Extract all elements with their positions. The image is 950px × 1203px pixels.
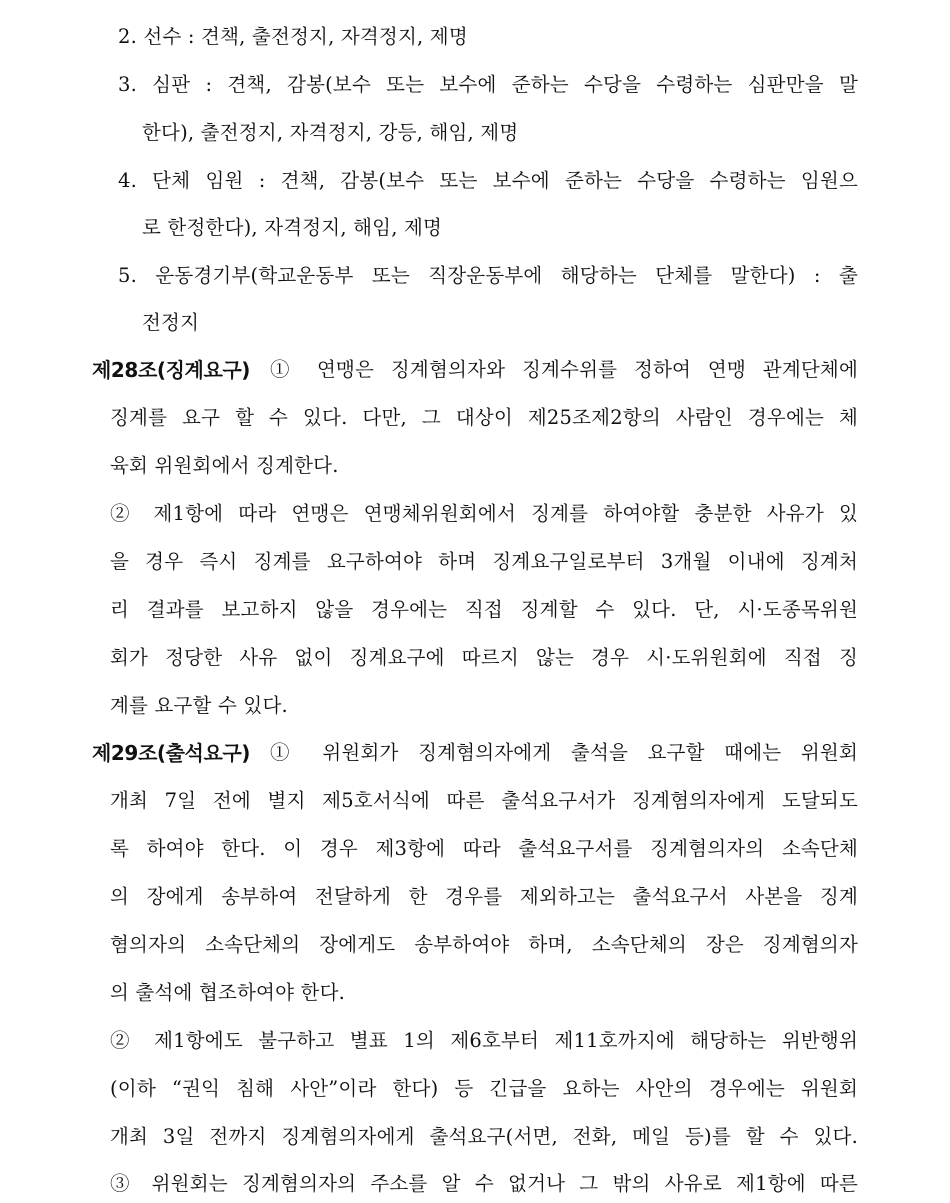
article-29-first-line: ① 위원회가 징계혐의자에게 출석을 요구할 때에는 위원회 (270, 741, 858, 764)
article-29-line: 의 출석에 협조하여야 한다. (110, 981, 346, 1004)
article-29-line: 개최 7일 전에 별지 제5호서식에 따른 출석요구서가 징계혐의자에게 도달되도 (110, 789, 858, 812)
article-29-paragraph-3: ③ 위원회는 징계혐의자의 주소를 알 수 없거나 그 밖의 사유로 제1항에 따른 (110, 1172, 858, 1195)
list-item-2: 2. 선수 : 견책, 출전정지, 자격정지, 제명 (118, 25, 468, 48)
article-29-line: 록 하여야 한다. 이 경우 제3항에 따라 출석요구서를 징계혐의자의 소속단체 (110, 837, 858, 860)
article-29-line: 혐의자의 소속단체의 장에게도 송부하여야 하며, 소속단체의 장은 징계혐의자 (110, 933, 858, 956)
list-item-4-continued: 로 한정한다), 자격정지, 해임, 제명 (142, 216, 443, 239)
article-28-paragraph-2: ② 제1항에 따라 연맹은 연맹체위원회에서 징계를 하여야할 충분한 사유가 있 (110, 502, 858, 525)
article-28-line: 징계를 요구 할 수 있다. 다만, 그 대상이 제25조제2항의 사람인 경우에는 체 (110, 406, 858, 429)
article-28-heading: 제28조(징계요구) (92, 358, 251, 382)
article-29-line: (이하 “권익 침해 사안”이라 한다) 등 긴급을 요하는 사안의 경우에는 위원회 (110, 1077, 858, 1100)
article-28-first-line: ① 연맹은 징계혐의자와 징계수위를 정하여 연맹 관계단체에 (270, 358, 858, 381)
article-29-line: 개최 3일 전까지 징계혐의자에게 출석요구(서면, 전화, 메일 등)를 할 수 있다. (110, 1125, 858, 1148)
article-28-line: 계를 요구할 수 있다. (110, 694, 288, 717)
list-item-4: 4. 단체 임원 : 견책, 감봉(보수 또는 보수에 준하는 수당을 수령하는 임원으 (118, 169, 858, 192)
list-item-5-continued: 전정지 (142, 311, 200, 334)
article-29-paragraph-2: ② 제1항에도 불구하고 별표 1의 제6호부터 제11호까지에 해당하는 위반행위 (110, 1029, 858, 1052)
article-29-heading: 제29조(출석요구) (92, 741, 251, 765)
article-28-line: 회가 정당한 사유 없이 징계요구에 따르지 않는 경우 시·도위원회에 직접 징 (110, 646, 858, 669)
list-item-3-continued: 한다), 출전정지, 자격정지, 강등, 해임, 제명 (142, 121, 519, 144)
article-28-line: 리 결과를 보고하지 않을 경우에는 직접 징계할 수 있다. 단, 시·도종목위원 (110, 598, 858, 621)
list-item-3: 3. 심판 : 견책, 감봉(보수 또는 보수에 준하는 수당을 수령하는 심판만을 말 (118, 73, 858, 96)
article-28-line: 육회 위원회에서 징계한다. (110, 454, 339, 477)
article-28-line: 을 경우 즉시 징계를 요구하여야 하며 징계요구일로부터 3개월 이내에 징계처 (110, 550, 858, 573)
article-29-line: 의 장에게 송부하여 전달하게 한 경우를 제외하고는 출석요구서 사본을 징계 (110, 885, 858, 908)
list-item-5: 5. 운동경기부(학교운동부 또는 직장운동부에 해당하는 단체를 말한다) : 출 (118, 264, 858, 287)
